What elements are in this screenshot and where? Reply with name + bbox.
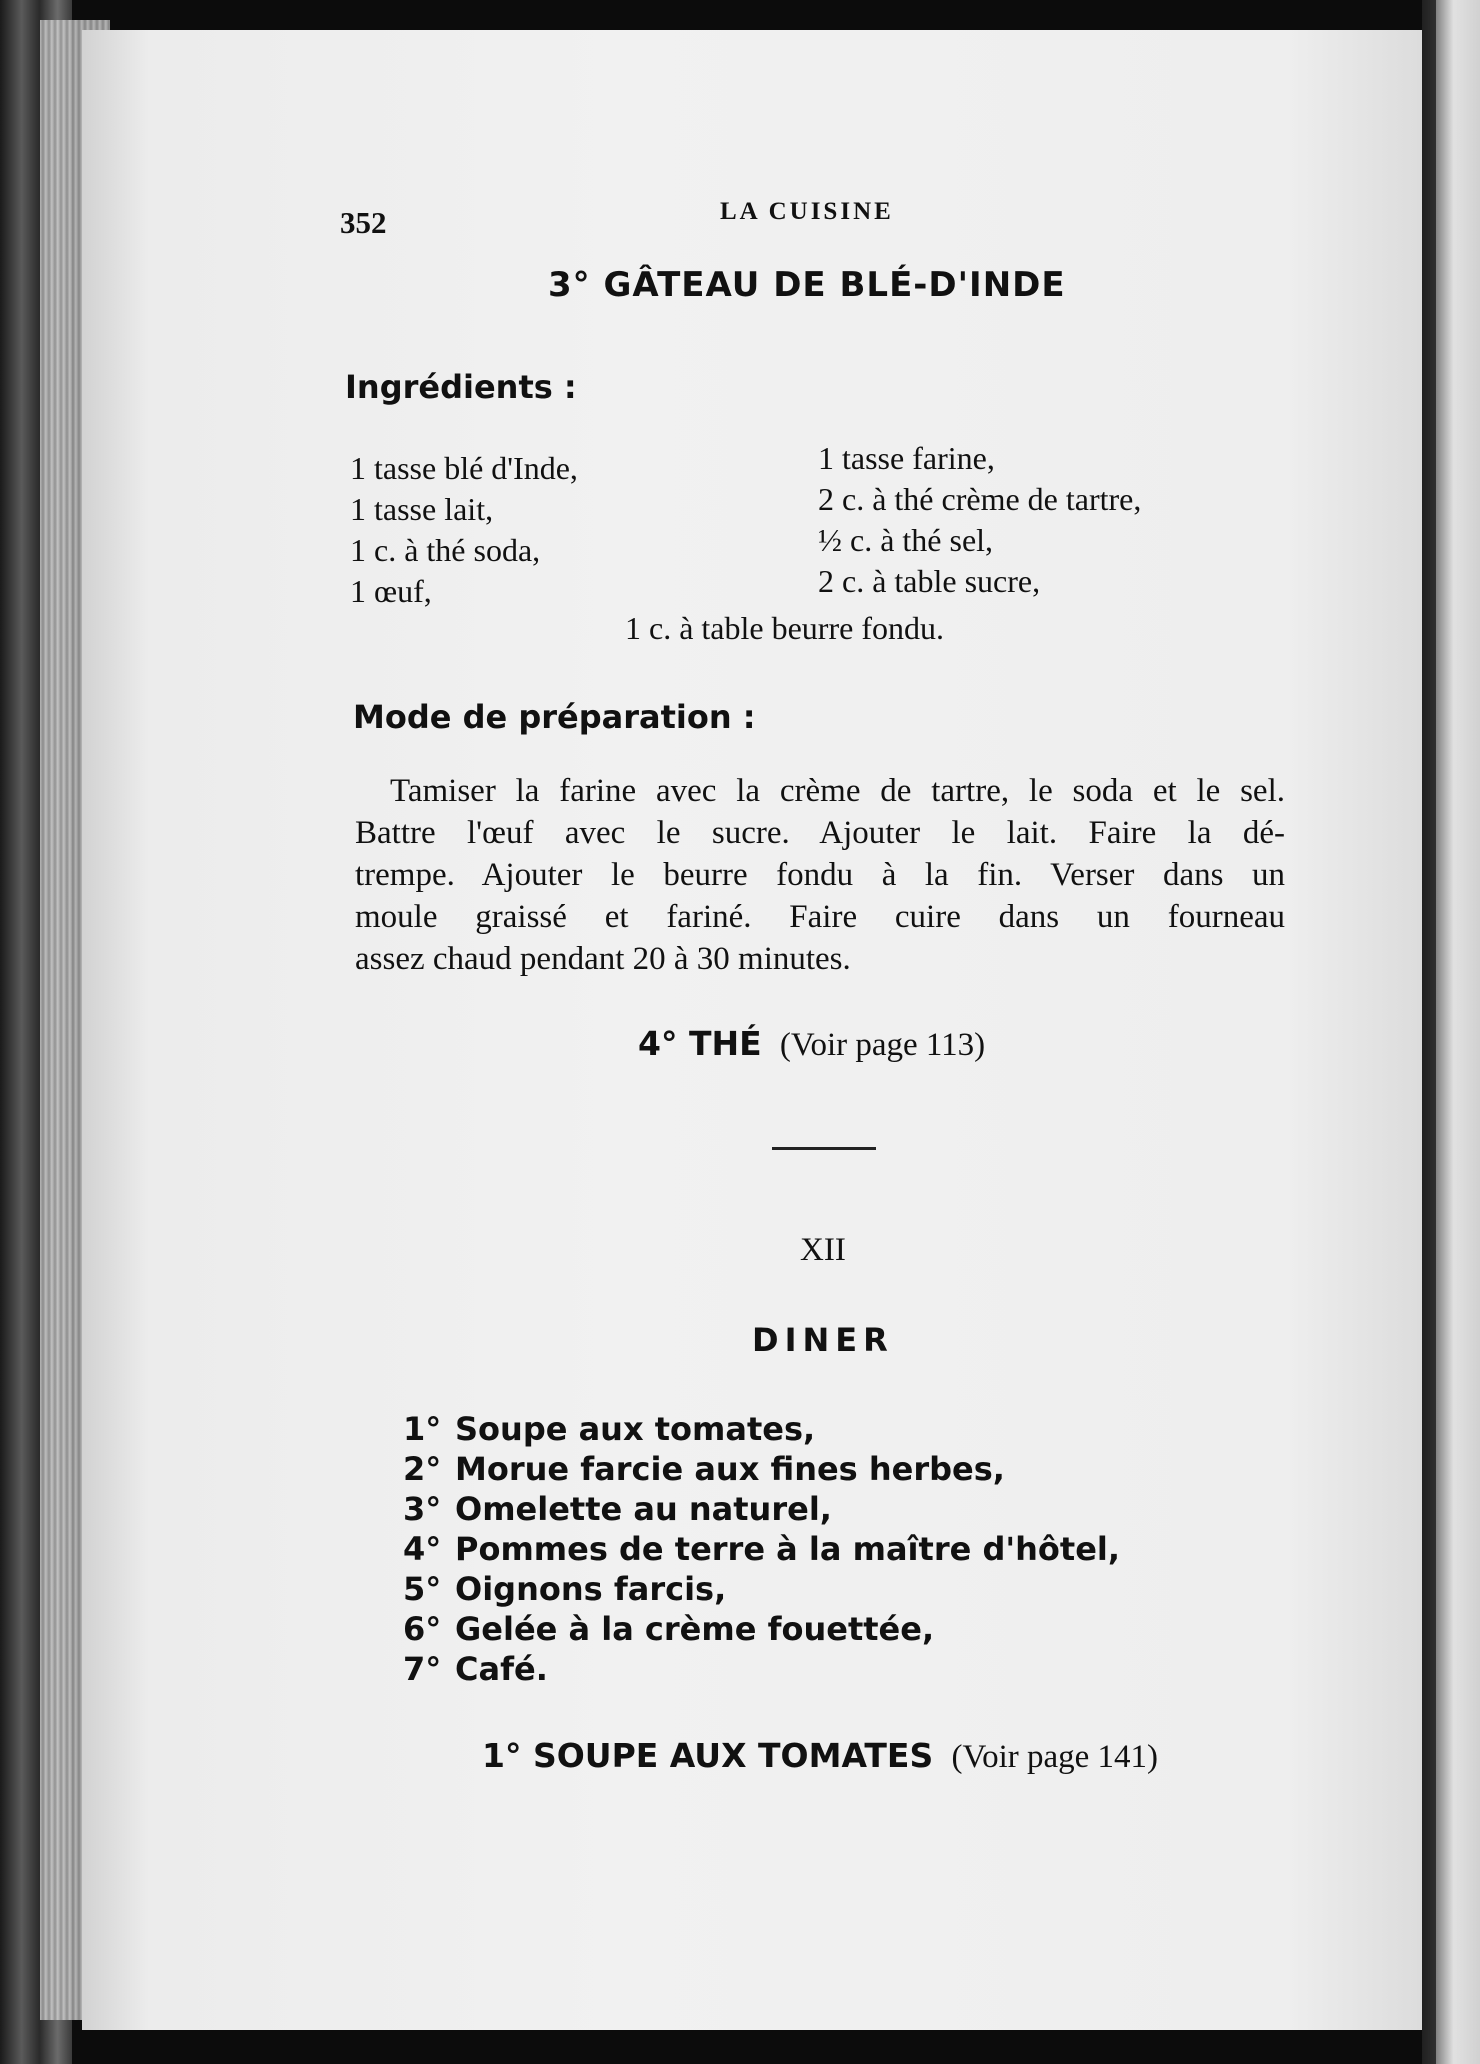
chapter-title: DINER	[752, 1321, 894, 1359]
section-divider	[772, 1147, 876, 1150]
method-line-3: trempe. Ajouter le beurre fondu à la fin. Verser dans un	[355, 857, 1285, 893]
running-head: LA CUISINE	[720, 198, 894, 225]
ingredient-right-1: 1 tasse farine,	[818, 440, 995, 476]
recipe-title: 3° GÂTEAU DE BLÉ-D'INDE	[548, 265, 1066, 305]
method-paragraph	[355, 770, 1285, 980]
chapter-number: XII	[800, 1232, 846, 1268]
menu-item-6: 6° Gelée à la crème fouettée,	[403, 1610, 935, 1648]
tea-reference: (Voir page 113)	[779, 1027, 986, 1063]
ingredient-left-4: 1 œuf,	[350, 573, 432, 609]
menu-item-3: 3° Omelette au naturel,	[403, 1490, 832, 1528]
method-line-5: assez chaud pendant 20 à 30 minutes.	[355, 941, 851, 977]
menu-item-2: 2° Morue farcie aux fines herbes,	[403, 1450, 1005, 1488]
menu-item-5: 5° Oignons farcis,	[403, 1570, 727, 1608]
tea-line	[638, 1024, 985, 1064]
facing-page-edge	[1436, 0, 1480, 2064]
method-line-2: Battre l'œuf avec le sucre. Ajouter le lait. Faire la dé-	[355, 815, 1285, 851]
ingredient-right-3: ½ c. à thé sel,	[818, 522, 994, 558]
soup-title: 1° SOUPE AUX TOMATES	[482, 1736, 934, 1775]
ingredients-heading: Ingrédients :	[345, 368, 577, 406]
ingredient-left-3: 1 c. à thé soda,	[350, 532, 541, 568]
soup-reference: (Voir page 141)	[951, 1739, 1159, 1775]
ingredient-right-4: 2 c. à table sucre,	[818, 563, 1041, 599]
ingredient-right-2: 2 c. à thé crème de tartre,	[818, 481, 1142, 517]
ingredient-final: 1 c. à table beurre fondu.	[625, 610, 944, 646]
ingredient-left-2: 1 tasse lait,	[350, 491, 494, 527]
method-line-4: moule graissé et fariné. Faire cuire dans un fourneau	[355, 899, 1285, 935]
method-line-1: Tamiser la farine avec la crème de tartre, le soda et le sel.	[390, 773, 1285, 809]
menu-item-1: 1° Soupe aux tomates,	[403, 1410, 816, 1448]
method-heading: Mode de préparation :	[353, 698, 756, 736]
soup-line	[482, 1736, 1158, 1776]
page-number: 352	[340, 205, 387, 240]
menu-item-7: 7° Café.	[403, 1650, 548, 1688]
menu-item-4: 4° Pommes de terre à la maître d'hôtel,	[403, 1530, 1121, 1568]
ingredient-left-1: 1 tasse blé d'Inde,	[350, 450, 578, 486]
tea-title: 4° THÉ	[638, 1024, 762, 1063]
